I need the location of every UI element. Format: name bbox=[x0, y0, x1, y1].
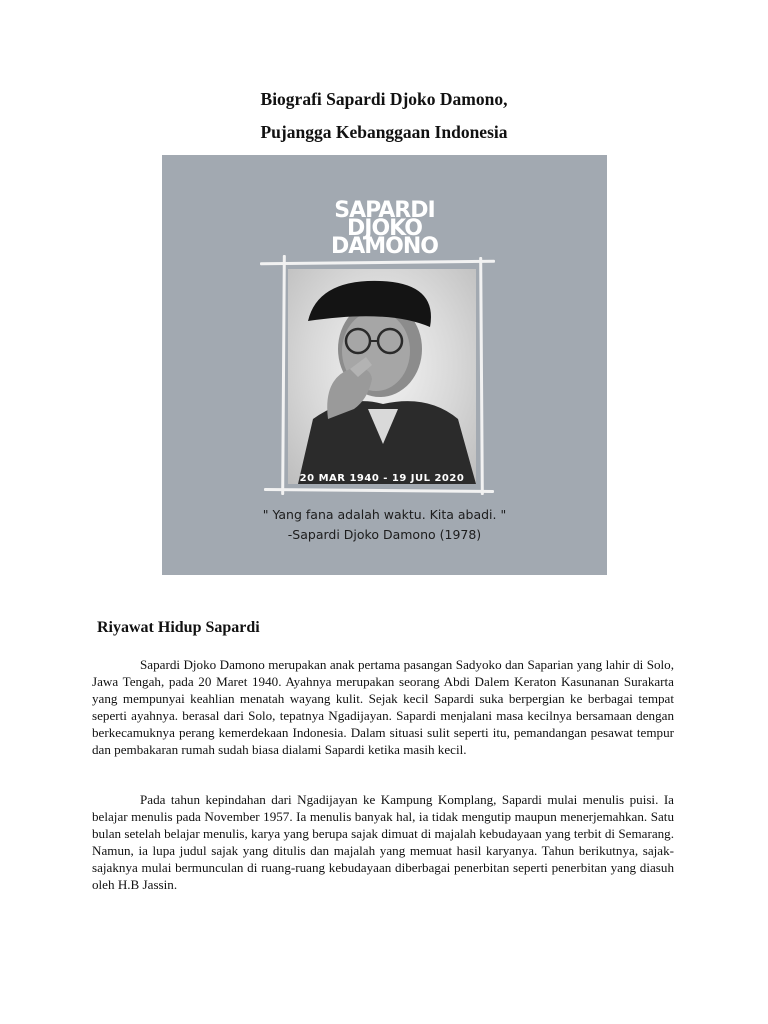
memorial-poster bbox=[162, 155, 607, 575]
poster-name-line: DJOKO bbox=[347, 216, 422, 241]
poster-name-line: DAMONO bbox=[331, 234, 438, 259]
poster-quote-attribution: -Sapardi Djoko Damono (1978) bbox=[287, 527, 482, 542]
document-title-line-2: Pujangga Kebanggaan Indonesia bbox=[260, 122, 508, 142]
frame-stroke-top bbox=[260, 260, 495, 265]
portrait-illustration bbox=[288, 269, 476, 484]
poster-name bbox=[162, 198, 607, 259]
section-heading: Riyawat Hidup Sapardi bbox=[97, 619, 260, 636]
frame-stroke-bottom bbox=[264, 488, 494, 493]
body-paragraph: Sapardi Djoko Damono merupakan anak pertama pasangan Sadyoko dan Saparian yang lahir di Solo, Jawa Tengah, pada 20 Maret 1940. Ayahnya merupakan seorang Abdi Dalem Keraton Kasunanan Surakarta yang mempunyai keahlian menatah wayang kulit. Sejak kecil Sapardi suka berpergian ke berbagai tempat seperti ayahnya. berasal dari Solo, tepatnya Ngadijayan. Sapardi menjalani masa kecilnya bersamaan dengan berkecamuknya perang kemerdekaan Indonesia. Dalam situasi sulit seperti itu, pemandangan pesawat tempur dan pembakaran rumah sudah biasa dialami Sapardi ketika masih kecil. bbox=[92, 657, 674, 757]
body-paragraph: Pada tahun kepindahan dari Ngadijayan ke Kampung Komplang, Sapardi mulai menulis puisi. Ia belajar menulis pada November 1957. Ia menulis banyak hal, ia tidak mengutip maupun menerjemahkan. Satu bulan setelah belajar menulis, karya yang berupa sajak dimuat di majalah kebudayaan yang terbit di Semarang. Namun, ia lupa judul sajak yang ditulis dan majalah yang memuat hasil karyanya. Tahun berikutnya, sajak-sajaknya mulai bermunculan di ruang-ruang kebudayaan diberbagai penerbitan seperti penerbitan yang diasuh oleh H.B Jassin. bbox=[92, 792, 674, 892]
poster-name-line: SAPARDI bbox=[334, 198, 435, 223]
poster-quote: " Yang fana adalah waktu. Kita abadi. " bbox=[262, 507, 507, 522]
life-dates: 20 MAR 1940 - 19 JUL 2020 bbox=[299, 473, 465, 484]
document-title-line-1: Biografi Sapardi Djoko Damono, bbox=[260, 89, 508, 109]
portrait-photo bbox=[288, 269, 476, 484]
frame-stroke-right bbox=[479, 257, 484, 495]
frame-stroke-left bbox=[281, 255, 286, 495]
